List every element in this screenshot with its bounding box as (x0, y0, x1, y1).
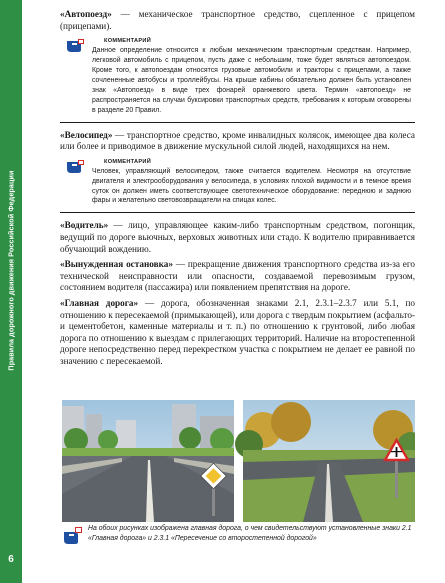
term-definition: — прекращение движения транспортного средства из-за его технической неисправности или опасности, создаваемой перевозимым грузом, состоянием водителя (пассажира) или появлением препятствия на дороге. (60, 259, 415, 293)
main-content (60, 9, 415, 367)
term-name: «Водитель» (60, 220, 109, 231)
term-autopoezd (60, 9, 415, 32)
page-number: 6 (8, 554, 14, 565)
commentary-block-velosiped (60, 159, 415, 214)
illustration-caption: На обоих рисунках изображена главная дорога, о чем свидетельствуют установленные знаки 2.1 «Главная дорога» и 2.3.1 «Пересечение со второстепенной дорогой» (88, 525, 412, 542)
term-definition: — лицо, управляющее каким-либо транспортным средством, погонщик, ведущий по дороге вьючных, верховых животных или стадо. К водителю приравнивается обучающий вождению. (60, 220, 415, 254)
city-intersection-illustration (62, 400, 234, 522)
term-voditel (60, 220, 415, 255)
commentary-title: КОММЕНТАРИЙ (104, 38, 152, 45)
term-vynuzhdennaya-ostanovka (60, 259, 415, 294)
term-name: «Главная дорога» (60, 297, 139, 308)
caption-hand-icon (62, 524, 84, 546)
term-velosiped (60, 130, 415, 153)
commentary-block-autopoezd (60, 38, 415, 122)
term-definition: — транспортное средство, кроме инвалидных колясок, имеющее два колеса или более и приводимое в движение мускульной силой людей, находящихся на нем. (60, 129, 415, 152)
sidebar-title: Правила дорожного движения Российской Федерации (6, 169, 16, 371)
term-name: «Вынужденная остановка» (60, 259, 173, 270)
commentary-text: Данное определение относится к любым механическим транспортным средствам. Например, легковой автомобиль с прицепом, пусть даже с небольшим, тоже будет являться автопоездом. Кроме того, к автопоездам относятся грузовые автомобили и тракторы с прицепами, а также сочлененные автобусы и троллейбусы. На крыше кабины обязательно должен быть установлен знак «Автопоезд» в виде трех фонарей оранжевого цвета. Термин «автопоезд» не распространяется на случаи буксировки транспортных средств, требования к которым оговорены в разделе 20 Правил. (92, 47, 411, 114)
term-glavnaya-doroga (60, 298, 415, 368)
illustration-caption-block (62, 522, 422, 552)
term-name: «Велосипед» (60, 129, 113, 140)
term-definition: — дорога, обозначенная знаками 2.1, 2.3.1–2.3.7 или 5.1, по отношению к пересекаемой (примыкающей), или дорога с твердым покрытием (асфальто- и цементобетон, каменные материалы и т. п.) по отношению к грунтовой, либо любая дорога по отношению к выездам с прилегающих территорий. Наличие на второстепенной дороге непосредственно перед перекрестком участка с покрытием не делает ее равной по значению с пересекаемой. (60, 297, 415, 366)
road-illustrations-svg (62, 400, 415, 522)
commentary-title: КОММЕНТАРИЙ (104, 158, 152, 165)
road-illustrations (62, 400, 415, 522)
commentary-text: Человек, управляющий велосипедом, также считается водителем. Несмотря на отсутствие двигателя и электрооборудования у велосипеда, в условиях плохой видимости и в темное время суток он должен иметь соответствующее светотехническое оборудование: переднюю и заднюю фары и желательно световозвращатели на спицах колес. (92, 167, 411, 205)
sidebar-title-wrap (0, 0, 22, 540)
commentary-hand-icon (66, 38, 86, 53)
term-name: «Автопоезд» (60, 9, 112, 19)
term-definition: — механическое транспортное средство, сцепленное с прицепом (прицепами). (60, 9, 415, 31)
commentary-hand-icon (66, 159, 86, 174)
rural-road-illustration (235, 400, 415, 522)
